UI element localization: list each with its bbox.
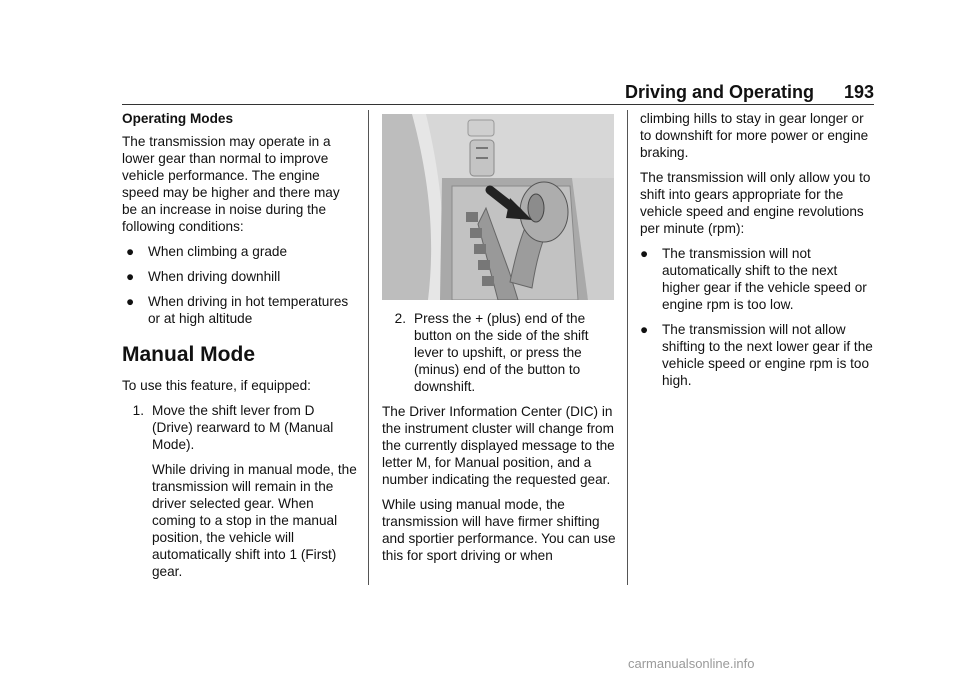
paragraph-continued: climbing hills to stay in gear longer or to downshift for more power or engine braking. — [640, 111, 869, 160]
paragraph-intro: The transmission may operate in a lower gear than normal to improve vehicle performance. The engine speed may be higher and there may be an increase in noise during the following conditions: — [122, 134, 340, 234]
list-item — [640, 321, 874, 389]
list-item-text: When driving in hot temperatures or at high altitude — [148, 294, 349, 326]
subheading-operating-modes: Operating Modes — [122, 111, 234, 126]
page-header — [122, 80, 874, 104]
bullet-mark: ● — [126, 244, 135, 259]
column-3 — [640, 110, 874, 397]
header-rule — [122, 104, 874, 105]
page-number: 193 — [843, 82, 874, 102]
step-1 — [122, 402, 358, 453]
column-divider — [368, 110, 369, 585]
bullet-mark: ● — [126, 294, 135, 309]
list-item-text: The transmission will not allow shifting to the next lower gear if the vehicle speed or engine rpm is too high. — [662, 322, 873, 388]
watermark: carmanualsonline.info — [628, 656, 755, 671]
step-text: Press the + (plus) end of the button on the side of the shift lever to upshift, or press the (minus) end of the button to downshift. — [414, 311, 589, 394]
paragraph-lead: To use this feature, if equipped: — [122, 378, 311, 393]
column-1 — [122, 110, 358, 588]
step-text: Move the shift lever from D (Drive) rearward to M (Manual Mode). — [152, 403, 334, 452]
list-item — [126, 243, 358, 260]
shift-lever-illustration — [382, 114, 614, 300]
step-number: 1. — [132, 403, 144, 418]
list-item — [126, 293, 358, 327]
bullet-mark: ● — [126, 269, 135, 284]
bullet-mark: ● — [640, 322, 649, 337]
list-item-text: The transmission will not automatically shift to the next higher gear if the vehicle speed or engine rpm is too low. — [662, 246, 867, 312]
step-1-detail: While driving in manual mode, the transmission will remain in the driver selected gear. When coming to a stop in the manual position, the vehicle will automatically shift into 1 (First) gear. — [152, 462, 357, 579]
list-item — [126, 268, 358, 285]
step-number: 2. — [394, 311, 406, 326]
column-divider — [627, 110, 628, 585]
paragraph-dic: The Driver Information Center (DIC) in the instrument cluster will change from the currently displayed message to the letter M, for Manual position, and a number indicating the requested gear. — [382, 404, 615, 487]
list-item-text: When driving downhill — [148, 269, 281, 284]
heading-manual-mode: Manual Mode — [122, 343, 256, 366]
bullet-mark: ● — [640, 246, 649, 261]
column-2 — [382, 110, 616, 572]
section-title: Driving and Operating — [624, 82, 814, 102]
list-item-text: When climbing a grade — [148, 244, 288, 259]
step-2 — [384, 310, 616, 395]
paragraph-manual-mode-use: While using manual mode, the transmission will have firmer shifting and sportier performance. You can use this for sport driving or when — [382, 497, 616, 563]
list-item — [640, 245, 874, 313]
paragraph-gears: The transmission will only allow you to shift into gears appropriate for the vehicle speed and engine revolutions per minute (rpm): — [640, 170, 871, 236]
